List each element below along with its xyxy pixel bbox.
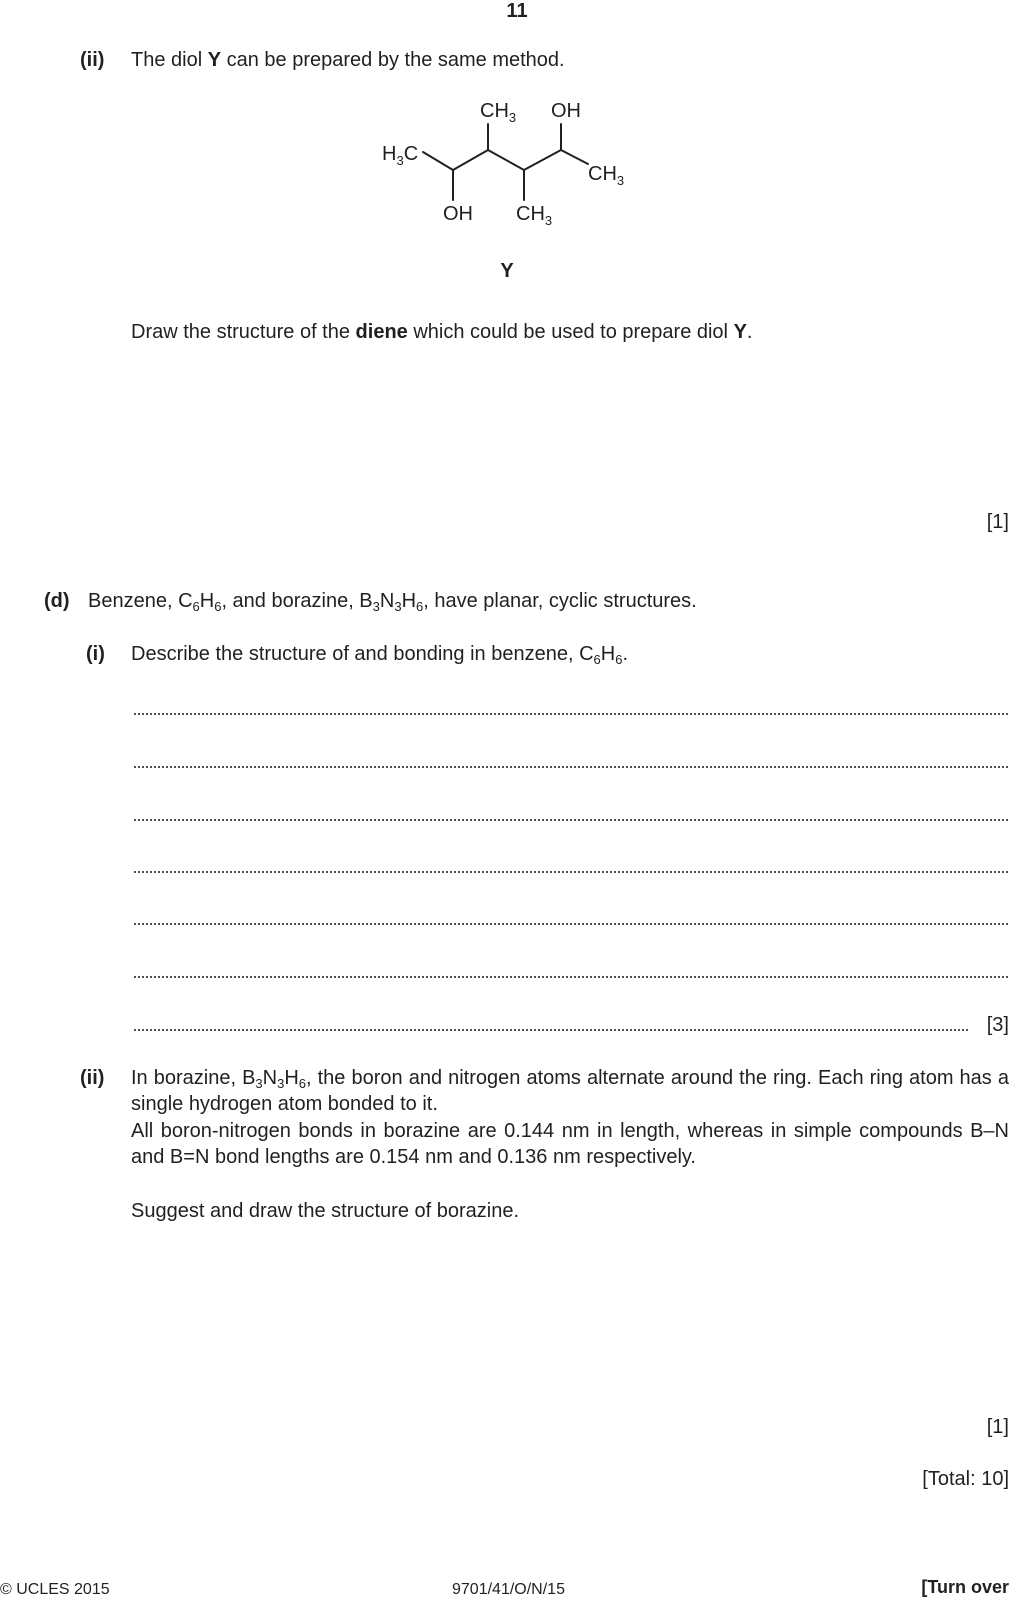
question-label-d: (d)	[44, 590, 70, 612]
mark-d-i: [3]	[986, 1014, 1009, 1036]
answer-line-2[interactable]	[133, 766, 1009, 768]
right-methyl-label: $CH_3$	[588, 163, 625, 188]
question-d-ii-para1: In borazine, $B_3N_3H_6$, the boron and nitrogen atoms alternate around the ring. Each ring atom has a single hydrogen atom bonded to it.	[131, 1067, 1009, 1115]
question-d-i-text: Describe the structure of and bonding in benzene, $C_6H_6$.	[131, 643, 628, 667]
bottom-methyl-label: $CH_3$	[516, 203, 553, 228]
answer-line-3[interactable]	[133, 819, 1009, 821]
answer-line-1[interactable]	[133, 713, 1009, 715]
question-d-ii-prompt: Suggest and draw the structure of borazine.	[131, 1200, 520, 1222]
diol-y-structure	[0, 0, 1034, 300]
question-d-text: Benzene, $C_6H_6$, and borazine, $B_3N_3H_6$, have planar, cyclic structures.	[88, 590, 697, 614]
intro-text: The diol Y can be prepared by the same method.	[131, 49, 565, 71]
question-label-d-ii: (ii)	[80, 1067, 105, 1089]
question-diene: Draw the structure of the diene which could be used to prepare diol Y.	[131, 321, 753, 343]
question-label-c-ii: (ii)	[80, 49, 105, 71]
page-number: 11	[506, 0, 528, 22]
mark-d-ii: [1]	[986, 1416, 1009, 1438]
answer-line-7[interactable]	[133, 1029, 969, 1031]
answer-line-4[interactable]	[133, 871, 1009, 873]
answer-line-5[interactable]	[133, 923, 1009, 925]
top-methyl-label: $CH_3$	[480, 100, 517, 125]
footer-copyright: © UCLES 2015	[0, 1581, 110, 1598]
answer-line-6[interactable]	[133, 976, 1009, 978]
question-d-ii-para2: All boron-nitrogen bonds in borazine are 0.144 nm in length, whereas in simple compounds B–N and B=N bond lengths are 0.154 nm and 0.136 nm respectively.	[131, 1120, 1009, 1168]
top-hydroxyl-label: OH	[551, 100, 581, 122]
footer-paper-code: 9701/41/O/N/15	[452, 1581, 565, 1598]
footer-turn-over: [Turn over	[921, 1577, 1009, 1597]
structure-caption: Y	[500, 260, 514, 282]
bottom-hydroxyl-label: OH	[443, 203, 473, 225]
total-marks: [Total: 10]	[922, 1468, 1009, 1490]
left-methyl-label: $H_3C$	[382, 143, 419, 168]
question-label-d-i: (i)	[86, 643, 105, 665]
mark-c-ii: [1]	[986, 511, 1009, 533]
